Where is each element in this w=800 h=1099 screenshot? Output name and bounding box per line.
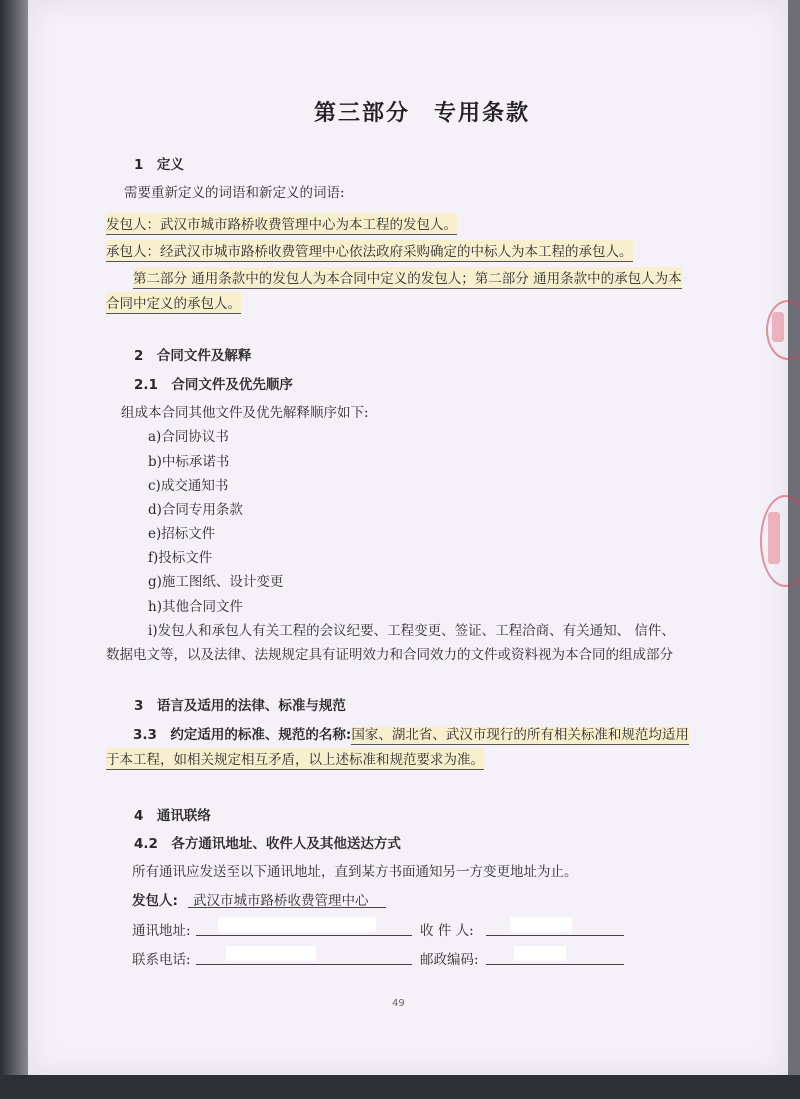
- definition-employer: 发包人：武汉市城市路桥收费管理中心为本工程的发包人。: [106, 213, 457, 235]
- recipient-redaction: [510, 917, 572, 932]
- definition-general-terms-cont: 合同中定义的承包人。: [106, 292, 241, 314]
- page-title: 第三部分 专用条款: [314, 101, 531, 126]
- list-item-e: e)招标文件: [148, 526, 216, 542]
- phone-underline: [196, 964, 412, 965]
- section-4-heading: 4 通讯联络: [134, 808, 211, 824]
- seal-stamp-top-mark: [772, 312, 784, 342]
- list-item-c: c)成交通知书: [148, 478, 229, 494]
- section-3-heading: 3 语言及适用的法律、标准与规范: [134, 698, 346, 714]
- recipient-underline: [486, 935, 624, 936]
- scan-bottom-edge: [0, 1075, 800, 1099]
- employer-underline: [188, 907, 386, 908]
- address-underline: [196, 935, 412, 936]
- page-number: 49: [392, 998, 405, 1009]
- postcode-label: 邮政编码:: [420, 952, 479, 968]
- list-item-b: b)中标承诺书: [148, 454, 230, 470]
- definition-contractor: 承包人：经武汉市城市路桥收费管理中心依法政府采购确定的中标人为本工程的承包人。: [106, 240, 633, 262]
- employer-label: 发包人:: [132, 893, 178, 909]
- section-3-3-label: 3.3 约定适用的标准、规范的名称:: [133, 727, 352, 743]
- section-3-3-line: [133, 723, 689, 743]
- seal-stamp-bottom: [760, 495, 800, 587]
- phone-redaction: [226, 946, 316, 961]
- section-1-heading: 1 定义: [134, 157, 184, 173]
- section-4-2-heading: 4.2 各方通讯地址、收件人及其他送达方式: [134, 836, 401, 852]
- employer-value: 武汉市城市路桥收费管理中心: [193, 893, 369, 909]
- list-item-h: h)其他合同文件: [148, 599, 243, 615]
- section-1-intro: 需要重新定义的词语和新定义的词语:: [124, 185, 345, 201]
- seal-stamp-bottom-mark: [768, 512, 780, 564]
- scan-left-edge: [0, 0, 28, 1099]
- list-item-g: g)施工图纸、设计变更: [148, 574, 284, 590]
- postcode-underline: [486, 964, 624, 965]
- postcode-redaction: [514, 946, 566, 961]
- list-item-i: i)发包人和承包人有关工程的会议纪要、工程变更、签证、工程洽商、有关通知、 信件、: [148, 623, 675, 639]
- section-2-heading: 2 合同文件及解释: [134, 348, 252, 364]
- list-item-f: f)投标文件: [148, 550, 213, 566]
- section-3-3-text: 国家、湖北省、武汉市现行的所有相关标准和规范均适用: [351, 727, 689, 743]
- list-item-i-cont: 数据电文等，以及法律、法规规定具有证明效力和合同效力的文件或资料视为本合同的组成部分: [106, 647, 673, 663]
- phone-label: 联系电话:: [132, 952, 191, 968]
- document-page: [28, 0, 788, 1075]
- section-2-intro: 组成本合同其他文件及优先解释顺序如下:: [121, 405, 369, 421]
- section-2-1-heading: 2.1 合同文件及优先顺序: [134, 377, 293, 393]
- address-label: 通讯地址:: [132, 923, 191, 939]
- list-item-d: d)合同专用条款: [148, 502, 243, 518]
- list-item-a: a)合同协议书: [148, 429, 229, 445]
- section-4-intro: 所有通讯应发送至以下通讯地址，直到某方书面通知另一方变更地址为止。: [132, 864, 578, 880]
- section-3-3-cont: 于本工程，如相关规定相互矛盾，以上述标准和规范要求为准。: [106, 748, 484, 770]
- definition-general-terms: 第二部分 通用条款中的发包人为本合同中定义的发包人；第二部分 通用条款中的承包人为本: [133, 267, 682, 289]
- recipient-label: 收 件 人:: [420, 923, 474, 939]
- address-redaction: [218, 917, 376, 932]
